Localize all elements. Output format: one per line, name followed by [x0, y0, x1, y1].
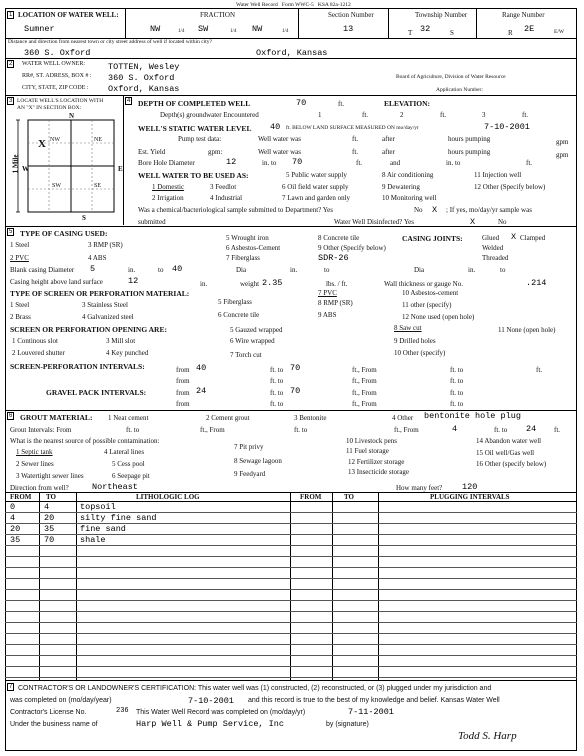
completed-date: 7-10-2001 — [188, 696, 234, 706]
casing-option: 7 Fiberglass — [226, 254, 260, 262]
use-label: WELL WATER TO BE USED AS: — [138, 171, 249, 180]
license-number: 236 — [116, 707, 129, 715]
divider — [332, 492, 333, 680]
cert-line-2b: and this record is true to the best of my knowledge and belief. Kansas Water Well — [248, 697, 500, 704]
submitted-label: submitted — [138, 218, 166, 226]
location-x-mark: X — [38, 138, 46, 150]
divider — [123, 95, 124, 225]
range-ew: E/W — [554, 29, 565, 35]
to-label: to — [158, 266, 164, 274]
pump-label: Pump test data: — [178, 135, 222, 143]
ft-to-label: ft. to — [270, 400, 284, 408]
address-value: 360 S. Oxford — [24, 48, 91, 58]
owner-street-label: RR#, ST. ADRESS, BOX # : — [22, 73, 92, 79]
contam-option-selected: 1 Septic tank — [16, 448, 53, 456]
locate-label-2: AN "X" IN SECTION BOX: — [17, 105, 82, 111]
log-desc: topsoil — [80, 502, 116, 512]
opening-option: 6 Wire wrapped — [230, 337, 275, 345]
screen-to: 70 — [290, 363, 301, 373]
table-rule — [5, 666, 577, 667]
screen-option: 1 Steel — [10, 301, 30, 309]
gpm-label: gpm: — [208, 148, 223, 156]
south-label: S — [82, 214, 86, 222]
board-label: Board of Agriculture, Division of Water Resource — [396, 74, 506, 80]
casing-option: 3 RMP (SR) — [88, 241, 123, 249]
glued-x: X — [511, 232, 517, 242]
opening-option: 9 Drilled holes — [394, 337, 436, 345]
mile-label: 1 Mile — [11, 154, 20, 174]
wall-value: .214 — [526, 278, 547, 288]
township-label: Township Number — [415, 11, 468, 19]
log-from: 0 — [10, 502, 16, 512]
divider — [290, 492, 291, 680]
ft-label: ft. — [338, 100, 345, 108]
contam-option: 14 Abandon water well — [476, 437, 542, 445]
disinfected-x: X — [470, 217, 476, 227]
gravel-from: 24 — [196, 386, 207, 396]
and-label: and — [390, 159, 401, 167]
from-label: from — [176, 377, 190, 385]
contam-label: What is the nearest source of possible contamination: — [10, 437, 160, 445]
screen-option: 8 RMP (SR) — [318, 299, 353, 307]
groundwater-label: Depth(s) groundwater Encountered — [160, 111, 259, 119]
hours-label: hours pumping — [448, 135, 491, 143]
location-label: LOCATION OF WATER WELL: — [18, 11, 119, 19]
blank-casing-label: Blank casing Diameter — [10, 266, 75, 274]
from-label: from — [176, 389, 190, 397]
screen-option: 5 Fiberglass — [218, 298, 252, 306]
nw-label: NW — [50, 137, 60, 143]
ft-to-label: ft. to — [270, 389, 284, 397]
township-s: S — [450, 29, 454, 37]
in-to-label: in. to — [446, 159, 461, 167]
table-rule — [5, 567, 577, 568]
application-number: Application Number: — [436, 87, 483, 93]
owner-street: 360 S. Oxford — [108, 73, 175, 83]
bore-to-value: 70 — [292, 157, 303, 167]
use-option: 12 Other (Specify below) — [474, 183, 546, 191]
range-value: 2E — [524, 24, 535, 34]
feet-label: How many feet? — [396, 484, 443, 492]
divider — [5, 95, 577, 96]
table-rule — [5, 655, 577, 656]
log-to: 4 — [44, 502, 50, 512]
screen-option: 3 Stainless Steel — [82, 301, 128, 309]
table-rule — [5, 589, 577, 590]
fraction-1: NW — [150, 24, 161, 34]
fraction-3: NW — [252, 24, 263, 34]
joints-label: CASING JOINTS: — [402, 234, 463, 243]
casing-option: 1 Steel — [10, 241, 30, 249]
casing-type-label: TYPE OF CASING USED: — [20, 229, 108, 238]
sw-label: SW — [52, 183, 61, 189]
dia-label: Dia — [414, 266, 425, 274]
section-label: Section Number — [328, 11, 374, 19]
ft-from-label: ft., From — [352, 389, 377, 397]
contam-option: 5 Cess pool — [112, 460, 145, 468]
threaded-label: Threaded — [482, 254, 509, 262]
chem-label: Was a chemical/bacteriological sample submitted to Department? Yes — [138, 206, 333, 214]
section-6-number: 6 — [9, 413, 13, 419]
log-from: 20 — [10, 524, 21, 534]
use-option: 3 Feedlot — [210, 183, 237, 191]
city-state-value: Oxford, Kansas — [256, 48, 328, 58]
divider — [378, 492, 379, 680]
contam-option: 6 Seepage pit — [112, 472, 150, 480]
divider — [5, 58, 577, 59]
table-rule — [5, 633, 577, 634]
yield-label: Est. Yield — [138, 148, 166, 156]
range-label: Range Number — [502, 11, 545, 19]
gw-3: 3 — [482, 111, 486, 119]
opening-option: 5 Gauzed wrapped — [230, 326, 283, 334]
contam-option: 7 Pit privy — [234, 443, 264, 451]
welded-label: Welded — [482, 244, 504, 252]
divider — [5, 680, 577, 681]
casing-sdr: SDR-26 — [318, 253, 349, 263]
divider — [5, 226, 577, 227]
east-label: E — [118, 165, 123, 173]
well-water-label: Well water was — [258, 135, 301, 143]
in-to-label: in. to — [262, 159, 277, 167]
below-label: ft. BELOW LAND SURFACE MEASURED ON mo/day/yr — [286, 125, 419, 131]
ft-from-label: ft., From — [200, 426, 225, 434]
business-name: Harp Well & Pump Service, Inc — [136, 719, 284, 729]
chem-tail: ; If yes, mo/day/yr sample was — [446, 206, 532, 214]
use-option: 10 Monitoring well — [382, 194, 437, 202]
ft-to-label: ft. to — [494, 426, 508, 434]
litho-header: LITHOLOGIC LOG — [136, 493, 200, 501]
in-label: in. — [128, 266, 136, 274]
ft-to-label: ft. to — [126, 426, 140, 434]
opening-label: SCREEN OR PERFORATION OPENING ARE: — [10, 325, 167, 334]
direction-value: Northeast — [92, 482, 138, 492]
township-value: 32 — [420, 24, 431, 34]
elevation-label: ELEVATION: — [384, 99, 430, 108]
ft-from-label: ft., From — [394, 426, 419, 434]
doc-title: Water Well Record Form WWC-5 KSA 82a-1212 — [236, 2, 351, 8]
from-label: from — [176, 400, 190, 408]
opening-option: 1 Continous slot — [12, 337, 58, 345]
from-label: from — [176, 366, 190, 374]
table-rule — [5, 578, 577, 579]
section-3-number: 3 — [9, 98, 13, 104]
casing-option: 9 Other (Specify below) — [318, 244, 386, 252]
divider — [125, 9, 126, 38]
divider — [39, 492, 40, 680]
static-value: 40 — [270, 122, 281, 132]
screen-option: 10 Asbestos-cement — [402, 289, 459, 297]
screen-from: 40 — [196, 363, 207, 373]
screen-option: 6 Concrete tile — [218, 311, 260, 319]
to-label: to — [324, 266, 330, 274]
grout-option: 4 Other — [392, 414, 414, 422]
owner-name-label: WATER WELL OWNER: — [22, 61, 85, 67]
contam-option: 9 Feedyard — [234, 470, 266, 478]
divider — [298, 9, 299, 38]
signature-label: by (signature) — [326, 721, 369, 728]
table-rule — [5, 611, 577, 612]
weight-value: 2.35 — [262, 278, 283, 288]
opening-option: 7 Torch cut — [230, 351, 262, 359]
casing-option: 8 Concrete tile — [318, 234, 360, 242]
table-rule — [5, 600, 577, 601]
distance-label: Distance and direction from nearest town or city street address of well if located within city? — [8, 39, 212, 45]
screen-option: 11 other (specify) — [402, 301, 452, 309]
disinfected-label: Water Well Disinfected? Yes — [334, 218, 415, 226]
screen-intervals-label: SCREEN-PERFORATION INTERVALS: — [10, 362, 145, 371]
ft-to-label: ft. to — [450, 400, 464, 408]
use-option-selected: 1 Domestic — [152, 183, 185, 191]
blank-diameter: 5 — [90, 264, 96, 274]
ft-to-label: ft. to — [450, 389, 464, 397]
table-rule — [5, 556, 577, 557]
owner-name: TOTTEN, Wesley — [108, 62, 180, 72]
section-value: 13 — [343, 24, 354, 34]
depth-label: DEPTH OF COMPLETED WELL — [138, 99, 251, 108]
cert-line-3b: This Water Well Record was completed on (mo/day/yr) — [136, 709, 306, 716]
gravel-label: GRAVEL PACK INTERVALS: — [46, 388, 147, 397]
quarter-mark: 1/4 — [230, 29, 237, 34]
screen-option: 9 ABS — [318, 311, 337, 319]
signature: Todd S. Harp — [458, 730, 517, 742]
opening-option: 10 Other (specify) — [394, 349, 446, 357]
grout-other: bentonite hole plug — [424, 411, 521, 421]
ft-to-label: ft. to — [450, 377, 464, 385]
gw-ft: ft. — [522, 111, 529, 119]
grout-intervals-label: Grout Intervals: From — [10, 426, 72, 434]
screen-option: 4 Galvanized steel — [82, 313, 134, 321]
height-label: Casing height above land surface — [10, 278, 103, 286]
log-from: 4 — [10, 513, 16, 523]
gw-1: 1 — [318, 111, 322, 119]
screen-type-label: TYPE OF SCREEN OR PERFORATION MATERIAL: — [10, 289, 190, 298]
clamped-label: Clamped — [520, 234, 546, 242]
ft-to-label: ft. to — [270, 377, 284, 385]
owner-city: Oxford, Kansas — [108, 84, 180, 94]
gpm-label: gpm — [556, 138, 569, 146]
ne-label: NE — [94, 137, 102, 143]
divider — [76, 492, 77, 680]
disinfected-no: No — [498, 218, 507, 226]
owner-city-label: CITY, STATE, ZIP CODE : — [22, 85, 89, 91]
locate-label: LOCATE WELL'S LOCATION WITH — [17, 98, 104, 104]
cert-line-3: Contractor's License No. — [10, 709, 87, 716]
record-date: 7-11-2001 — [348, 707, 394, 717]
use-option: 6 Oil field water supply — [282, 183, 349, 191]
grout-option: 3 Bentonite — [294, 414, 327, 422]
casing-option-selected: 2 PVC — [10, 254, 29, 262]
ft-from-label: ft., From — [352, 377, 377, 385]
casing-option: 4 ABS — [88, 254, 107, 262]
cert-line-4: Under the business name of — [10, 721, 98, 728]
section-5-number: 5 — [9, 229, 13, 235]
section-4-number: 4 — [127, 98, 131, 104]
to-label: to — [500, 266, 506, 274]
in-label: in. — [468, 266, 476, 274]
log-to: 20 — [44, 513, 55, 523]
section-2-number: 2 — [9, 61, 13, 67]
blank-to: 40 — [172, 264, 183, 274]
glued-label: Glued — [482, 234, 500, 242]
ft-to-label: ft. to — [294, 426, 308, 434]
use-option: 7 Lawn and garden only — [282, 194, 351, 202]
use-option: 5 Public water supply — [286, 171, 347, 179]
contam-option: 4 Lateral lines — [104, 448, 145, 456]
from-header: FROM — [10, 493, 32, 501]
contam-option: 8 Sewage lagoon — [234, 457, 282, 465]
se-label: SE — [94, 183, 102, 189]
ft-to-label: ft. to — [450, 366, 464, 374]
screen-option: 12 None used (open hole) — [402, 313, 475, 321]
west-label: W — [22, 165, 29, 173]
from-header: FROM — [300, 493, 322, 501]
static-label: WELL'S STATIC WATER LEVEL — [138, 124, 252, 133]
depth-value: 70 — [296, 98, 307, 108]
contam-option: 10 Livestock pens — [346, 437, 397, 445]
grout-label: GROUT MATERIAL: — [20, 413, 93, 422]
fraction-label: FRACTION — [200, 11, 236, 19]
contam-option: 11 Fuel storage — [346, 447, 389, 455]
contam-option: 3 Watertight sewer lines — [16, 472, 84, 480]
ft-from-label: ft., From — [352, 400, 377, 408]
plug-header: PLUGGING INTERVALS — [430, 493, 510, 501]
table-rule — [5, 677, 577, 678]
in-label: in. — [200, 280, 208, 288]
chem-x: X — [432, 205, 438, 215]
contam-option: 2 Sewer lines — [16, 460, 54, 468]
fraction-2: SW — [198, 24, 209, 34]
contam-option: 12 Fertilizer storage — [348, 458, 405, 466]
opening-option: 4 Key punched — [106, 349, 149, 357]
use-option: 4 Industrial — [210, 194, 243, 202]
ft-label: ft. — [526, 159, 533, 167]
log-desc: shale — [80, 535, 106, 545]
grout-option: 2 Cement grout — [206, 414, 250, 422]
north-label: N — [69, 112, 75, 120]
screen-option-selected: 7 PVC — [318, 289, 337, 297]
gravel-to: 70 — [290, 386, 301, 396]
chem-no: No — [414, 206, 423, 214]
table-rule — [5, 622, 577, 623]
ft-label: ft. — [356, 159, 363, 167]
contam-option: 16 Other (specify below) — [476, 460, 547, 468]
log-desc: fine sand — [80, 524, 126, 534]
wall-label: Wall thickness or gauge No. — [384, 280, 463, 288]
cert-line-1: CONTRACTOR'S OR LANDOWNER'S CERTIFICATION: This water well was (1) constructed, (2) reconstructed, or (3) plugged under my jurisdiction and — [18, 685, 492, 692]
quarter-mark: 1/4 — [178, 29, 185, 34]
contam-option: 15 Oil well/Gas well — [476, 449, 535, 457]
ft-label: ft. — [536, 366, 543, 374]
opening-option: 2 Louvered shutter — [12, 349, 65, 357]
ft-from-label: ft., From — [352, 366, 377, 374]
use-option: 11 Injection well — [474, 171, 522, 179]
divider — [476, 9, 477, 38]
log-to: 70 — [44, 535, 55, 545]
hours-label: hours pumping — [448, 148, 491, 156]
grout-to: 24 — [526, 424, 537, 434]
gw-ft: ft. — [440, 111, 447, 119]
to-header: TO — [344, 493, 354, 501]
ft-label: ft. — [352, 135, 359, 143]
range-r: R — [508, 29, 513, 37]
in-label: in. — [290, 266, 298, 274]
bore-label: Bore Hole Diameter — [138, 159, 195, 167]
table-rule — [5, 545, 577, 546]
contam-option: 13 Insecticide storage — [348, 468, 410, 476]
table-rule — [5, 644, 577, 645]
log-from: 35 — [10, 535, 21, 545]
weight-label: weight — [240, 280, 260, 288]
ft-to-label: ft. to — [270, 366, 284, 374]
cert-line-2: was completed on (mo/day/year) — [10, 697, 112, 704]
opening-option-selected: 8 Saw cut — [394, 324, 422, 332]
section-7-number: 7 — [9, 684, 13, 690]
casing-option: 6 Asbestos-Cement — [226, 244, 281, 252]
use-option: 2 Irrigation — [152, 194, 184, 202]
section-1-number: 1 — [9, 12, 13, 18]
divider — [388, 9, 389, 38]
use-option: 8 Air conditioning — [382, 171, 434, 179]
ft-label: ft. — [352, 148, 359, 156]
lbs-label: lbs. / ft. — [326, 280, 348, 288]
opening-option: 3 Mill slot — [106, 337, 136, 345]
section-grid — [14, 112, 122, 226]
after-label: after — [382, 148, 395, 156]
gw-ft: ft. — [362, 111, 369, 119]
after-label: after — [382, 135, 395, 143]
grout-from: 4 — [452, 424, 458, 434]
county-value: Sumner — [24, 24, 55, 34]
screen-option: 2 Brass — [10, 313, 31, 321]
height-value: 12 — [128, 276, 139, 286]
log-desc: silty fine sand — [80, 513, 157, 523]
feet-value: 120 — [462, 482, 478, 492]
log-to: 35 — [44, 524, 55, 534]
gpm-label: gpm — [556, 151, 569, 159]
township-t: T — [408, 29, 413, 37]
use-option: 9 Dewatering — [382, 183, 420, 191]
quarter-mark: 1/4 — [282, 29, 289, 34]
opening-option: 11 None (open hole) — [498, 326, 556, 334]
static-date: 7-10-2001 — [484, 122, 530, 132]
bore-value: 12 — [226, 157, 237, 167]
casing-option: 5 Wrought iron — [226, 234, 269, 242]
grout-option: 1 Neat cement — [108, 414, 149, 422]
direction-label: Direction from well? — [10, 484, 69, 492]
well-water-label: Well water was — [258, 148, 301, 156]
dia-label: Dia — [236, 266, 247, 274]
to-header: TO — [46, 493, 56, 501]
gw-2: 2 — [400, 111, 404, 119]
